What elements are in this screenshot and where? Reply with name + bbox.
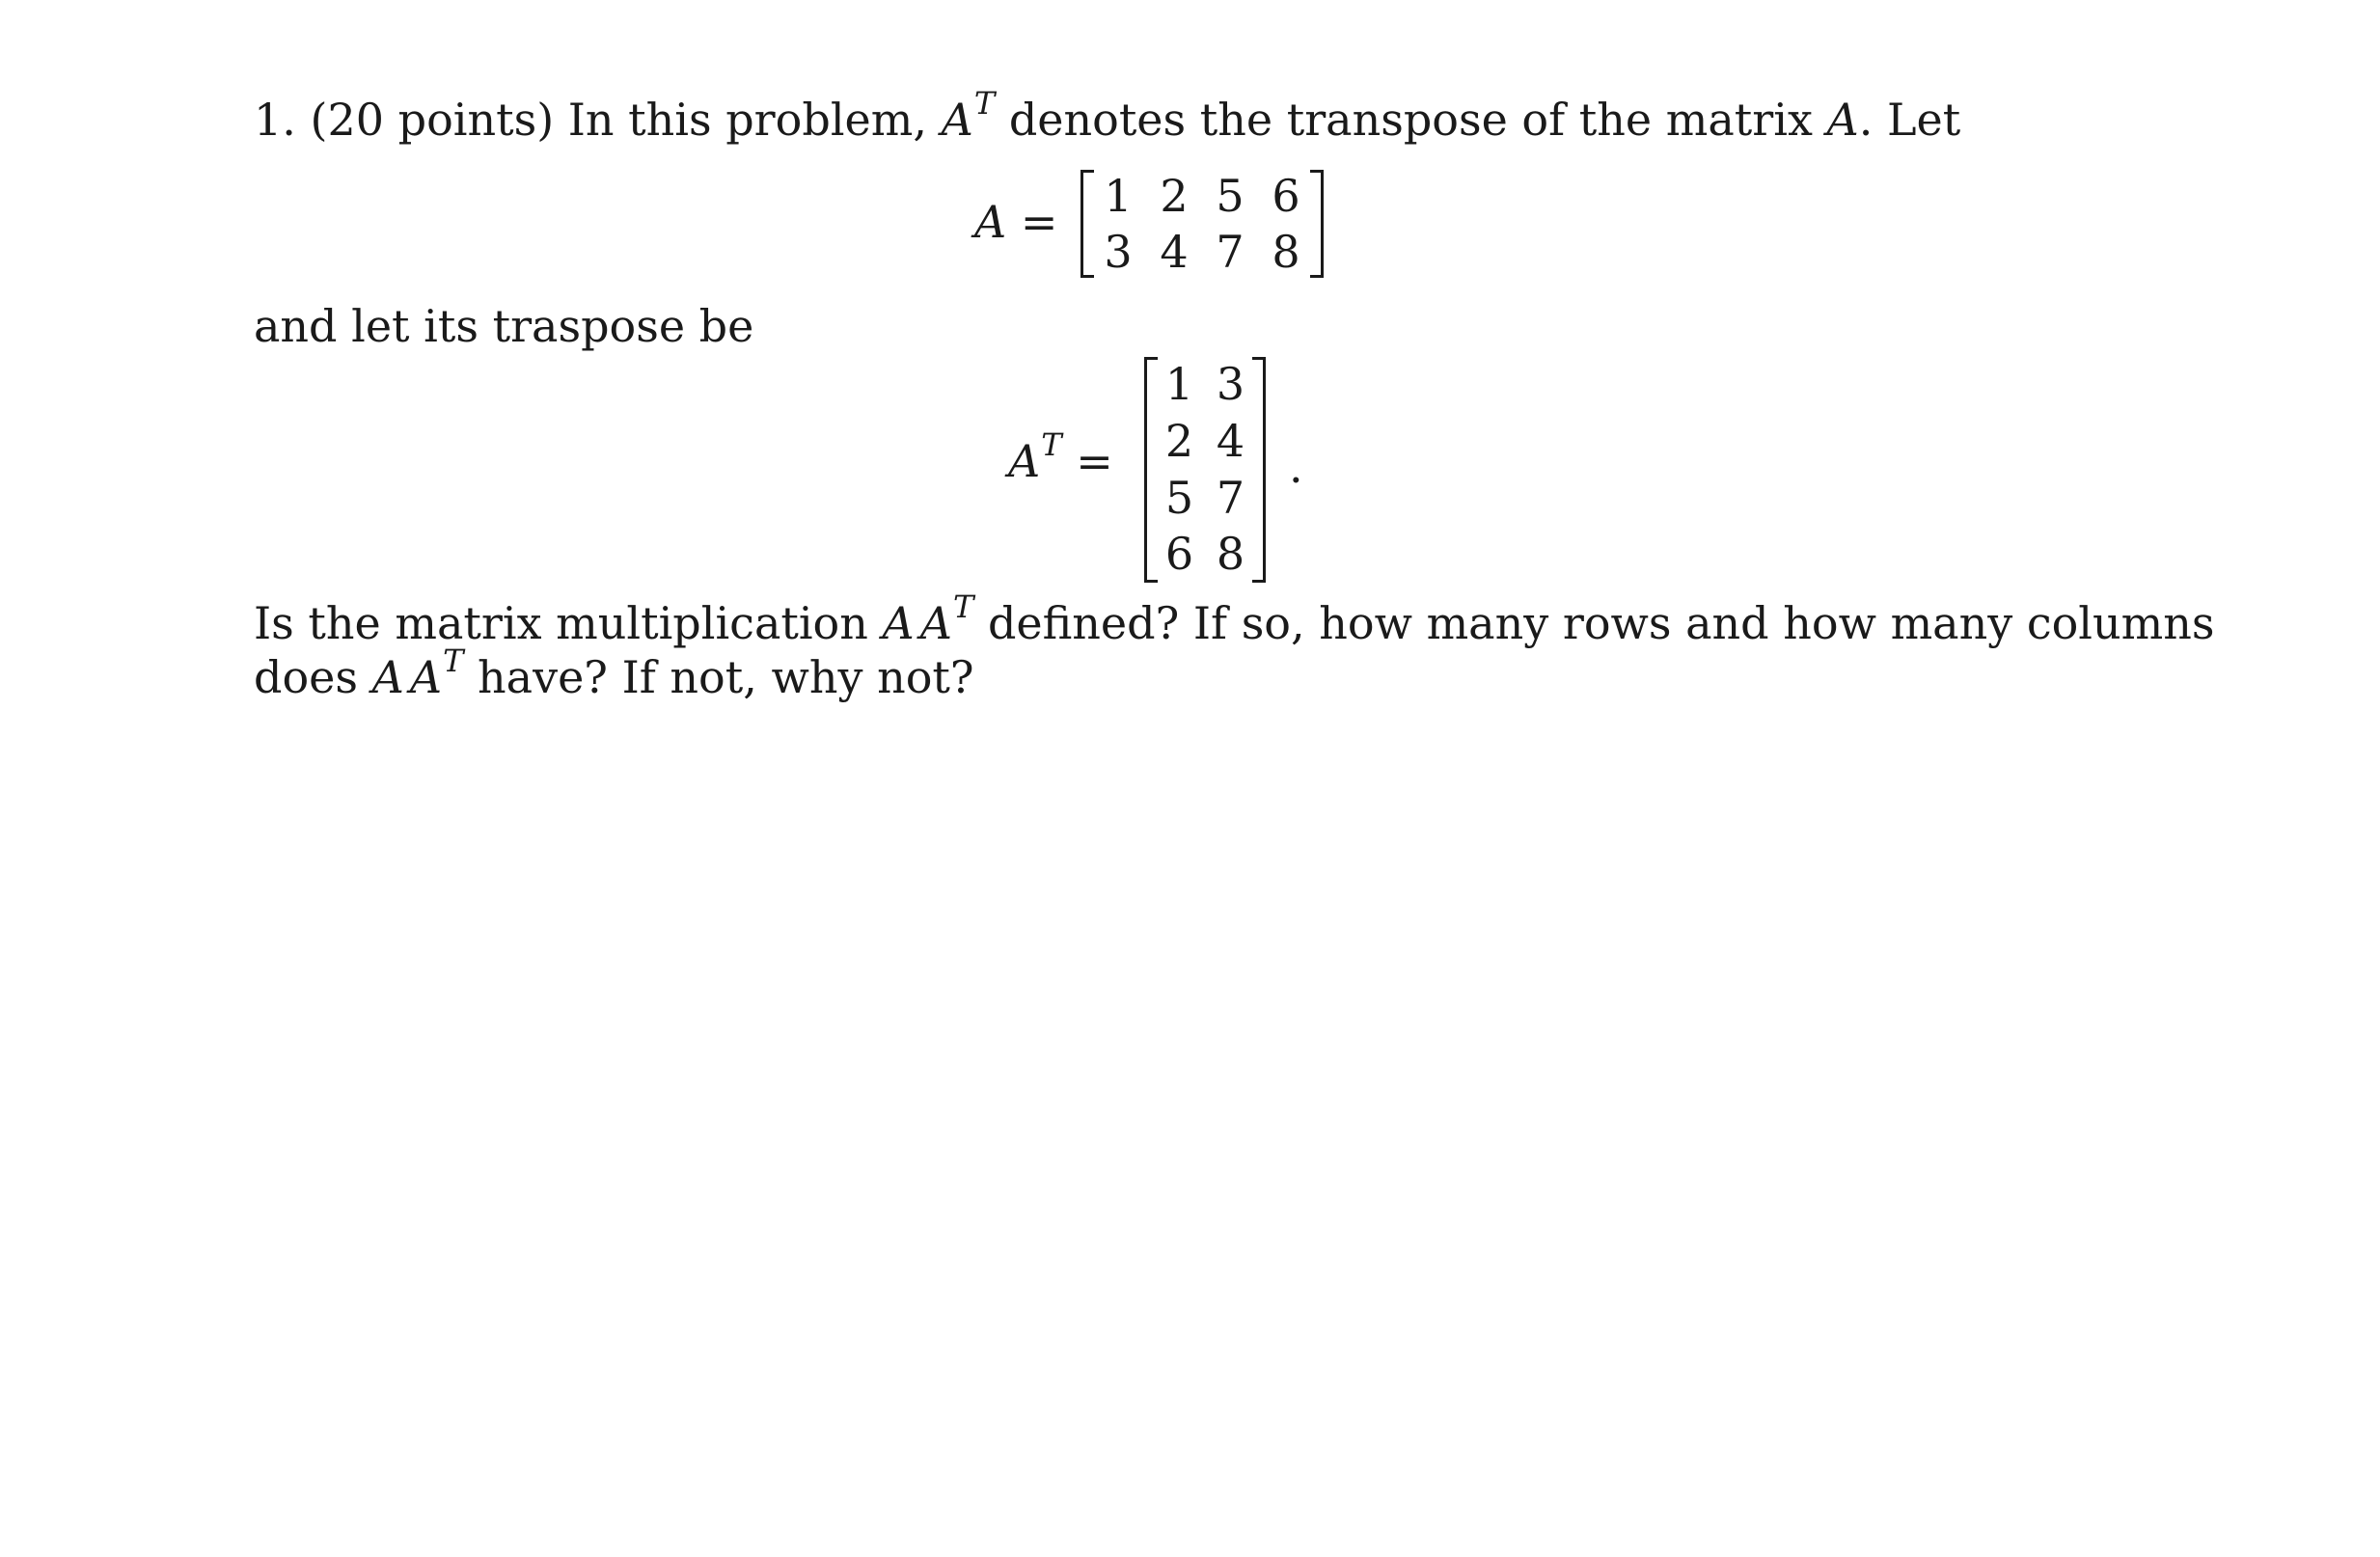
equation-at-lhs: [1008, 426, 1113, 493]
transpose-symbol: A: [941, 94, 973, 146]
question-line-1: [254, 588, 2215, 655]
question-line-2: [254, 642, 974, 709]
question-text-4: have? If not, why not?: [478, 651, 974, 703]
equation-at-period: .: [1289, 441, 1303, 493]
matrix-a-cell: 8: [1272, 226, 1300, 278]
matrix-a-cell: 5: [1216, 170, 1245, 222]
equation-at-superscript: T: [1041, 426, 1062, 463]
problem-points: (20 points): [310, 94, 555, 146]
matrix-a-cell: 4: [1160, 226, 1189, 278]
matrix-a-cell: 7: [1216, 226, 1245, 278]
question-text-1: Is the matrix multiplication: [254, 597, 868, 649]
matrix-symbol: A: [1826, 94, 1859, 146]
matrix-a-cell: 2: [1160, 170, 1189, 222]
equation-at-equals: =: [1076, 435, 1113, 487]
matrix-at-cell: 7: [1216, 471, 1245, 524]
question-text-3: does: [254, 651, 358, 703]
question-symbol-a4: A: [409, 651, 443, 703]
equation-at-symbol: A: [1008, 435, 1041, 487]
question-superscript: T: [952, 588, 974, 625]
problem-intro: In this problem,: [567, 94, 927, 146]
matrix-at-cell: 1: [1164, 358, 1194, 410]
question-superscript-2: T: [443, 642, 464, 679]
question-text-2: defined? If so, how many rows and how many columns: [987, 597, 2215, 649]
matrix-at-cell: 5: [1164, 471, 1194, 524]
equation-a-lhs: [974, 195, 1057, 249]
problem-intro-continued: denotes the transpose of the matrix: [1008, 94, 1813, 146]
matrix-a: [1081, 170, 1324, 278]
matrix-a-grid: [1090, 168, 1314, 278]
matrix-at-grid: [1154, 356, 1256, 583]
matrix-a-cell: 6: [1272, 170, 1300, 222]
question-symbol-a3: A: [371, 651, 404, 703]
matrix-at-cell: 3: [1216, 358, 1245, 410]
equation-a-symbol: A: [974, 196, 1007, 248]
matrix-a-cell: 3: [1104, 226, 1133, 278]
transpose-superscript: T: [973, 85, 996, 122]
problem-statement: [254, 85, 1961, 151]
matrix-at: [1144, 357, 1266, 583]
matrix-at-cell: 2: [1164, 414, 1194, 467]
matrix-a-cell: 1: [1104, 170, 1133, 222]
question-symbol-a: A: [882, 597, 915, 649]
matrix-at-cell: 8: [1216, 528, 1245, 581]
equation-a-equals: =: [1020, 196, 1058, 248]
question-symbol-a2: A: [919, 597, 952, 649]
problem-intro-end: . Let: [1858, 94, 1961, 146]
matrix-at-cell: 4: [1216, 414, 1245, 467]
problem-number: 1.: [254, 94, 296, 146]
middle-text: and let its traspose be: [254, 300, 754, 352]
matrix-at-cell: 6: [1164, 528, 1194, 581]
